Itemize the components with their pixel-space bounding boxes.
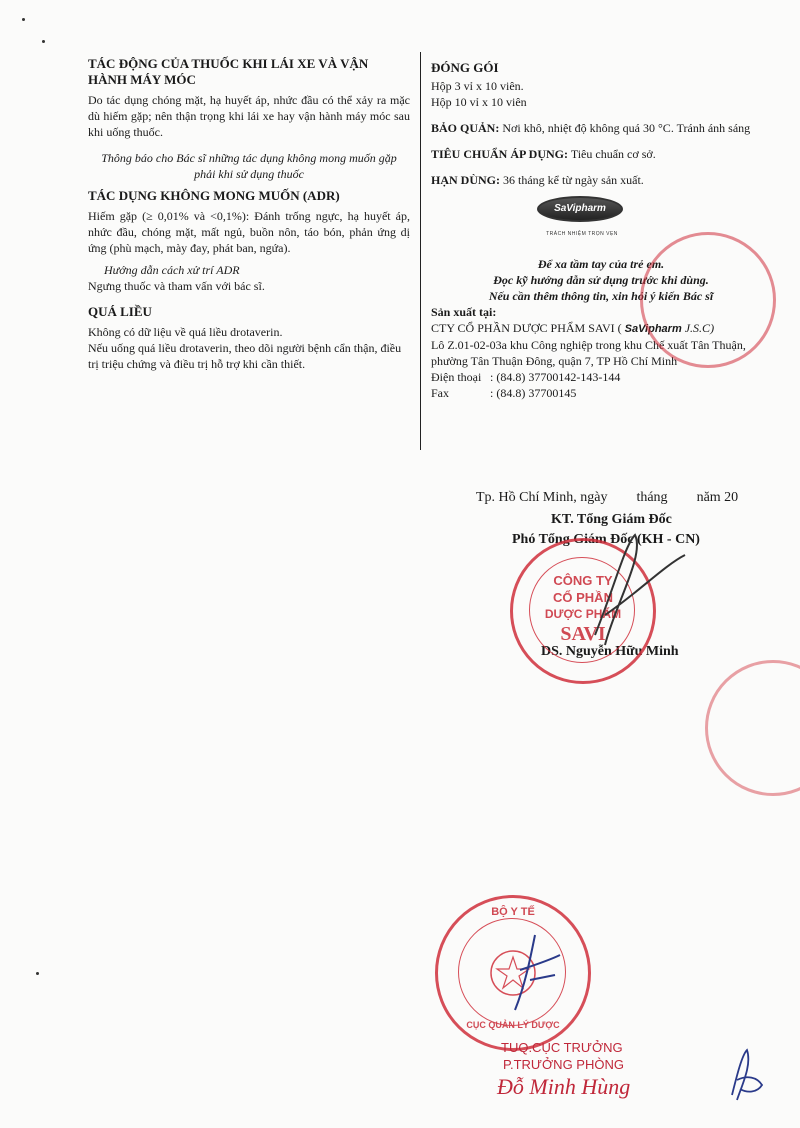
- stamp-line-4: SAVI: [560, 623, 606, 645]
- overdose-text-1: Không có dữ liệu về quá liều drotaverin.: [88, 325, 283, 339]
- approval-signature: [500, 930, 570, 1020]
- warning-children: Để xa tầm tay của trẻ em.: [537, 257, 665, 271]
- expiry-value: 36 tháng kể từ ngày sản xuất.: [503, 173, 644, 187]
- edge-stamp: [705, 660, 800, 796]
- stamp-line-1: CÔNG TY: [553, 573, 613, 588]
- storage-text: [431, 120, 771, 136]
- partial-stamp: [640, 232, 776, 368]
- section-heading-packaging: ĐÓNG GÓI: [431, 60, 499, 75]
- storage-value: Nơi khô, nhiệt độ không quá 30 °C. Tránh ánh sáng: [502, 121, 751, 135]
- standard-value: Tiêu chuẩn cơ sở.: [570, 147, 656, 161]
- date-prefix: Tp. Hồ Chí Minh, ngày: [476, 490, 608, 505]
- scan-speck: [42, 40, 45, 43]
- fax-line: [431, 385, 771, 401]
- pack-line-2: Hộp 10 vỉ x 10 viên: [431, 95, 527, 109]
- overdose-text-2: Nếu uống quá liều drotaverin, theo dõi người bệnh cẩn thận, điều trị triệu chứng và điều trị hỗ trợ khi cần thiết.: [88, 341, 402, 371]
- approval-name: Đỗ Minh Hùng: [497, 1074, 631, 1099]
- adr-text: Hiếm gặp (≥ 0,01% và <0,1%): Đánh trống ngực, hạ huyết áp, nhức đầu, chóng mặt, mất ngủ, buồn nôn, táo bón, phản ứng dị ứng (phù mạch, mày đay, phát ban, ngứa).: [88, 209, 410, 255]
- scan-speck: [22, 18, 25, 21]
- signer-title-2: Phó Tổng Giám Đốc (KH - CN): [512, 532, 700, 547]
- warning-info: Nếu cần thêm thông tin, xin hỏi ý kiến Bác sĩ: [488, 289, 714, 303]
- standard-text: [431, 146, 771, 162]
- section-heading-overdose: QUÁ LIỀU: [88, 304, 152, 319]
- warning-read: Đọc kỹ hướng dẫn sử dụng trước khi dùng.: [493, 273, 709, 287]
- phone-line: [431, 369, 771, 385]
- standard-label: TIÊU CHUẨN ÁP DỤNG:: [431, 147, 569, 161]
- phone-value: : (84.8) 37700142-143-144: [490, 370, 621, 384]
- pack-line-1: Hộp 3 vỉ x 10 viên.: [431, 79, 524, 93]
- approval-stamp-top: BỘ Y TẾ: [491, 906, 535, 918]
- date-year-label: năm 20: [696, 490, 739, 505]
- fax-label: Fax: [431, 386, 449, 400]
- phone-label: Điện thoại: [431, 370, 482, 384]
- expiry-label: HẠN DÙNG:: [431, 173, 500, 187]
- approval-title-1: TUQ.CỤC TRƯỞNG: [501, 1040, 623, 1055]
- approval-title-2: P.TRƯỞNG PHÒNG: [503, 1057, 624, 1072]
- manufacturer-label: Sản xuất tại:: [431, 305, 497, 319]
- section-heading-driving: TÁC ĐỘNG CỦA THUỐC KHI LÁI XE VÀ VẬN HÀNH MÁY MÓC: [88, 56, 369, 87]
- manufacturer-address: Lô Z.01-02-03a khu Công nghiệp trong khu Chế xuất Tân Thuận, phường Tân Thuận Đông, quận 7, TP Hồ Chí Minh: [431, 338, 746, 368]
- adr-guide-label: Hướng dẫn cách xử trí ADR: [104, 263, 240, 277]
- expiry-text: [431, 172, 771, 188]
- logo-mark: SaVipharm: [537, 196, 623, 222]
- manufacturer-name-text: CTY CỔ PHẦN DƯỢC PHẨM SAVI (: [431, 321, 622, 335]
- bottom-signature: [722, 1045, 772, 1105]
- signer-title-1: KT. Tổng Giám Đốc: [551, 512, 672, 527]
- manufacturer-logo: SaVipharm: [624, 323, 682, 335]
- stamp-line-2: CỔ PHẦN: [553, 590, 613, 605]
- storage-label: BẢO QUẢN:: [431, 121, 500, 135]
- left-column: [88, 56, 410, 372]
- approval-stamp-ring: CỤC QUẢN LÝ DƯỢC: [466, 1020, 560, 1030]
- driving-text: Do tác dụng chóng mặt, hạ huyết áp, nhức đầu có thể xảy ra mặc dù hiếm gặp; nên thận trọng khi lái xe hay vận hành máy móc sau khi uống thuốc.: [88, 93, 410, 139]
- date-month-label: tháng: [636, 490, 668, 505]
- manufacturer-suffix: J.S.C): [684, 321, 715, 335]
- adr-guide-text: Ngưng thuốc và tham vấn với bác sĩ.: [88, 279, 265, 293]
- signer-name: DS. Nguyễn Hữu Minh: [541, 644, 679, 659]
- date-line: [476, 490, 738, 506]
- stamp-line-3: DƯỢC PHẨM: [544, 607, 622, 621]
- fax-value: : (84.8) 37700145: [490, 386, 577, 400]
- savipharm-logo: [537, 196, 627, 242]
- scan-speck: [36, 972, 39, 975]
- logo-tagline: TRÁCH NHIỆM TRỌN VẸN: [546, 231, 618, 237]
- section-heading-adr: TÁC DỤNG KHÔNG MONG MUỐN (ADR): [88, 188, 340, 203]
- signature-scribble: [575, 525, 695, 655]
- adr-notice: Thông báo cho Bác sĩ những tác dụng không mong muốn gặp phải khi sử dụng thuốc: [101, 151, 397, 181]
- column-divider: [420, 52, 421, 450]
